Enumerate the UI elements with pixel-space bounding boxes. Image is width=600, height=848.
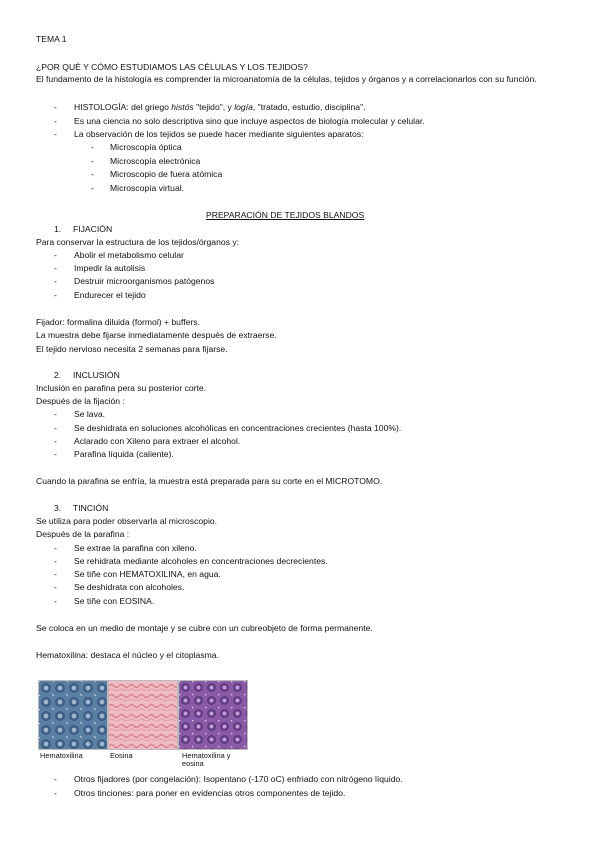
inclusion-note: Cuando la parafina se enfría, la muestra está preparada para su corte en el MICROTOMO.	[36, 476, 383, 486]
fijacion-lead: Para conservar la estructura de los tejidos/órganos y:	[36, 237, 240, 247]
figure-caption: Hematoxilina	[40, 751, 83, 760]
inclusion-lead: Inclusión en parafina pera su posterior corte.	[36, 383, 207, 393]
question-heading: ¿POR QUÉ Y CÓMO ESTUDIAMOS LAS CÉLULAS Y LOS TEJIDOS?	[36, 62, 308, 72]
figure-caption: Hematoxilina y eosina	[182, 751, 231, 768]
fijacion-note: El tejido nervioso necesita 2 semanas para fijarse.	[36, 344, 228, 354]
tincion-lead2: Después de la parafina :	[36, 529, 130, 539]
inclusion-lead2: Después de la fijación :	[36, 396, 125, 406]
hematoxilina-eosina-image	[178, 680, 248, 750]
figure-caption: Eosina	[110, 751, 133, 760]
intro-paragraph: El fundamento de la histología es comprender la microanatomía de la células, tejidos y órganos y a correlacionarlos con su función.	[36, 74, 537, 84]
hematoxilina-image	[38, 680, 108, 750]
tincion-note: Se coloca en un medio de montaje y se cubre con un cubreobjeto de forma permanente.	[36, 623, 373, 633]
eosina-image	[108, 680, 178, 750]
tincion-note2: Hematoxilina: destaca el núcleo y el citoplasma.	[36, 650, 219, 660]
doc-title: TEMA 1	[36, 34, 67, 44]
fijacion-note: Fijador: formalina diluida (formol) + buffers.	[36, 317, 200, 327]
fijacion-note: La muestra debe fijarse inmediatamente después de extraerse.	[36, 330, 277, 340]
section-title: PREPARACIÓN DE TEJIDOS BLANDOS	[206, 210, 365, 220]
tincion-lead: Se utiliza para poder observarla al microscopio.	[36, 516, 218, 526]
